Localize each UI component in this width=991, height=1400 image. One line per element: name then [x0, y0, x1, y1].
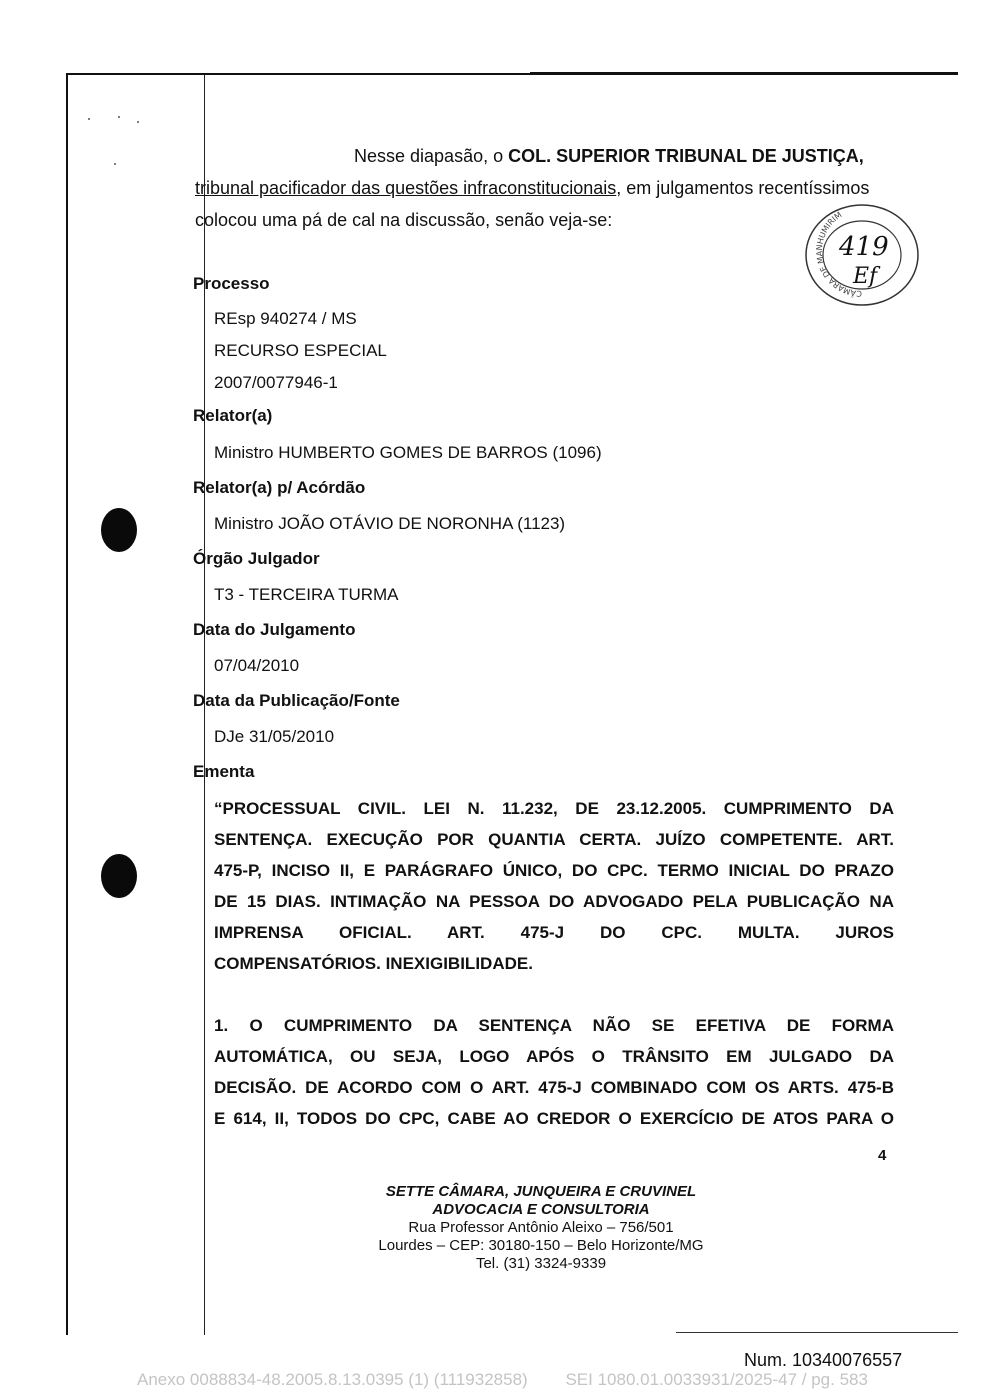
relator-label: Relator(a) [193, 406, 273, 425]
item1-line: DECISÃO. DE ACORDO COM O ART. 475-J COMBINADO COM OS ARTS. 475-B [214, 1078, 894, 1097]
ementa-line: COMPENSATÓRIOS. INEXIGIBILIDADE. [214, 954, 533, 973]
page-number: 4 [878, 1147, 887, 1164]
item1-line: E 614, II, TODOS DO CPC, CABE AO CREDOR O EXERCÍCIO DE ATOS PARA O [214, 1109, 894, 1128]
footer-address-2: Lourdes – CEP: 30180-150 – Belo Horizonte/MG [378, 1237, 704, 1254]
footer-block [300, 1183, 782, 1273]
footer-address-1: Rua Professor Antônio Aleixo – 756/501 [408, 1219, 674, 1236]
ementa-line: DE 15 DIAS. INTIMAÇÃO NA PESSOA DO ADVOGADO PELA PUBLICAÇÃO NA [214, 892, 894, 911]
orgao-label: Órgão Julgador [193, 549, 320, 568]
scan-speck [114, 163, 116, 165]
punch-hole [101, 854, 137, 898]
ementa-line: IMPRENSA OFICIAL. ART. 475-J DO CPC. MULTA. JUROS [214, 923, 894, 942]
item1-line: 1. O CUMPRIMENTO DA SENTENÇA NÃO SE EFETIVA DE FORMA [214, 1016, 894, 1035]
data-publicacao-value: DJe 31/05/2010 [214, 727, 335, 746]
seal-ring-text: CÂMARA DE MANHUMIRIM [814, 210, 863, 299]
punch-hole [101, 508, 137, 552]
annex-watermark: Anexo 0088834-48.2005.8.13.0395 (1) (111932858) SEI 1080.01.0033931/2025-47 / pg. 583 [137, 1370, 868, 1389]
processo-line: REsp 940274 / MS [214, 309, 357, 328]
processo-label: Processo [193, 274, 270, 293]
seal-handwritten-number: 419 [839, 232, 889, 262]
intro-line-2: tribunal pacificador das questões infraconstitucionais, em julgamentos recentíssimos [195, 178, 870, 198]
scan-speck [88, 118, 90, 120]
scan-speck [118, 116, 120, 118]
footer-subtitle: ADVOCACIA E CONSULTORIA [432, 1201, 650, 1218]
processo-line: RECURSO ESPECIAL [214, 341, 387, 360]
left-border-line [66, 73, 68, 1335]
relator-acordao-label: Relator(a) p/ Acórdão [193, 478, 366, 497]
processo-line: 2007/0077946-1 [214, 373, 338, 392]
footer-firm: SETTE CÂMARA, JUNQUEIRA E CRUVINEL [385, 1183, 697, 1200]
relator-value: Ministro HUMBERTO GOMES DE BARROS (1096) [214, 443, 602, 462]
seal-stamp [803, 203, 921, 307]
seal-initials: Ef [853, 264, 878, 289]
top-border-thick [530, 72, 958, 75]
orgao-value: T3 - TERCEIRA TURMA [214, 585, 399, 604]
data-julgamento-label: Data do Julgamento [193, 620, 356, 639]
ementa-line: SENTENÇA. EXECUÇÃO POR QUANTIA CERTA. JUÍZO COMPETENTE. ART. [214, 830, 894, 849]
intro-line-3: colocou uma pá de cal na discussão, senão veja-se: [195, 210, 613, 230]
ementa-line: “PROCESSUAL CIVIL. LEI N. 11.232, DE 23.12.2005. CUMPRIMENTO DA [214, 799, 894, 818]
ementa-label: Ementa [193, 762, 255, 781]
document-number: Num. 10340076557 [744, 1350, 903, 1370]
scan-speck [137, 121, 139, 123]
ementa-line: 475-P, INCISO II, E PARÁGRAFO ÚNICO, DO CPC. TERMO INICIAL DO PRAZO [214, 861, 894, 880]
data-publicacao-label: Data da Publicação/Fonte [193, 691, 400, 710]
intro-line-1: Nesse diapasão, o COL. SUPERIOR TRIBUNAL DE JUSTIÇA, [354, 146, 864, 166]
relator-acordao-value: Ministro JOÃO OTÁVIO DE NORONHA (1123) [214, 514, 566, 533]
item1-line: AUTOMÁTICA, OU SEJA, LOGO APÓS O TRÂNSITO EM JULGADO DA [214, 1047, 894, 1066]
bottom-border-line [676, 1332, 958, 1333]
data-julgamento-value: 07/04/2010 [214, 656, 300, 675]
footer-phone: Tel. (31) 3324-9339 [475, 1255, 607, 1272]
